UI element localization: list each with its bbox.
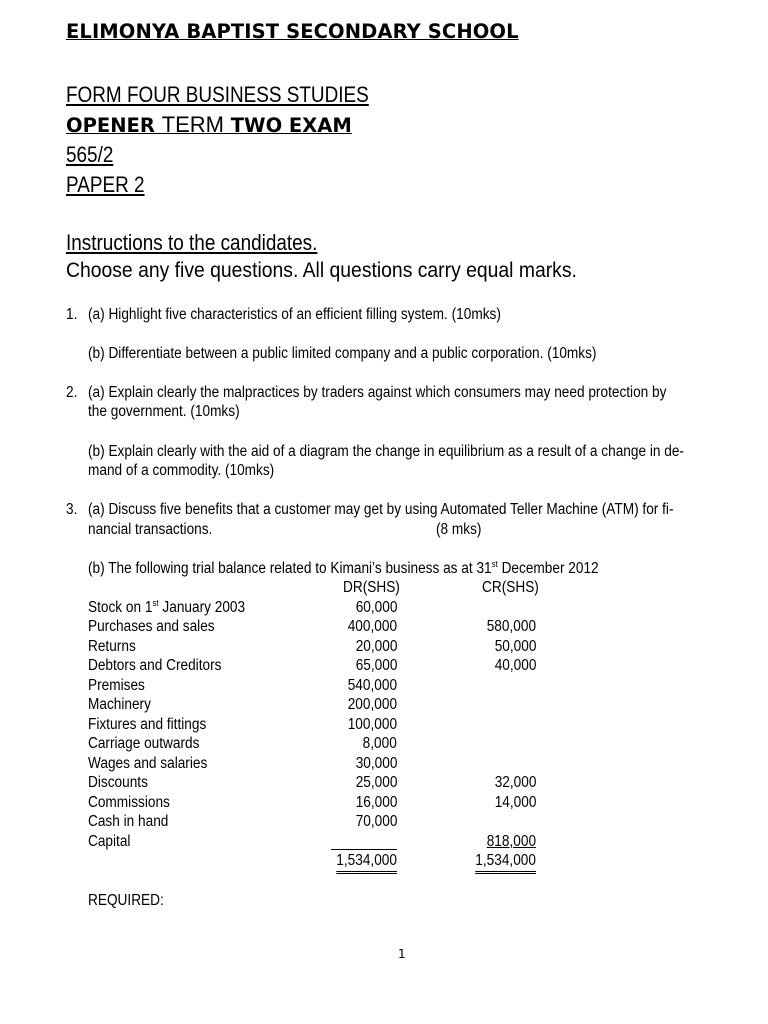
dr-value: 30,000 xyxy=(355,755,397,772)
table-row xyxy=(0,715,768,735)
table-row xyxy=(0,617,768,637)
row-label: Purchases and sales xyxy=(88,618,215,635)
table-row xyxy=(0,637,768,657)
instructions-text: Choose any five questions. All questions carry equal marks. xyxy=(66,258,577,282)
paper-number: PAPER 2 xyxy=(66,172,145,197)
exam-title-post: TWO EXAM xyxy=(223,114,352,137)
question-3b-intro xyxy=(88,559,599,579)
row-label: Wages and salaries xyxy=(88,755,208,772)
table-row xyxy=(0,773,768,793)
row-label: Carriage outwards xyxy=(88,735,200,752)
dr-value: 70,000 xyxy=(355,813,397,830)
question-2a-line2: the government. (10mks) xyxy=(88,403,240,420)
row-label: Cash in hand xyxy=(88,813,169,830)
school-name: ELIMONYA BAPTIST SECONDARY SCHOOL xyxy=(66,20,519,43)
column-header-cr: CR(SHS) xyxy=(482,579,539,596)
cr-value: 818,000 xyxy=(486,833,536,850)
question-number: 2. xyxy=(66,384,78,401)
dr-value: 540,000 xyxy=(347,677,397,694)
instructions-title: Instructions to the candidates. xyxy=(66,230,318,255)
exam-title-pre: OPENER xyxy=(66,114,162,137)
intro-text-end: December 2012 xyxy=(497,560,599,577)
form-subject-title: FORM FOUR BUSINESS STUDIES xyxy=(66,82,369,107)
table-row xyxy=(0,754,768,774)
dr-value: 8,000 xyxy=(362,735,397,752)
dr-value: 65,000 xyxy=(355,657,397,674)
row-label: Returns xyxy=(88,638,136,655)
row-label-text-end: January 2003 xyxy=(158,599,246,616)
dr-value: 400,000 xyxy=(347,618,397,635)
row-label: Machinery xyxy=(88,696,151,713)
question-number: 3. xyxy=(66,501,78,518)
total-cr: 1,534,000 xyxy=(475,851,536,874)
exam-title xyxy=(66,112,352,138)
row-label-superscript: st xyxy=(152,598,159,608)
column-header-dr: DR(SHS) xyxy=(343,579,400,596)
table-row xyxy=(0,734,768,754)
required-label: REQUIRED: xyxy=(88,892,164,909)
table-row xyxy=(0,812,768,832)
paper-code: 565/2 xyxy=(66,142,114,167)
cr-value: 14,000 xyxy=(494,794,536,811)
cr-value: 40,000 xyxy=(494,657,536,674)
question-1b: (b) Differentiate between a public limited company and a public corporation. (10mks) xyxy=(88,345,597,362)
trial-balance-header xyxy=(0,578,768,598)
row-label: Discounts xyxy=(88,774,148,791)
question-3a-marks: (8 mks) xyxy=(436,521,482,538)
page-number: 1 xyxy=(398,947,406,961)
question-1a: (a) Highlight five characteristics of an efficient filling system. (10mks) xyxy=(88,306,501,323)
question-number: 1. xyxy=(66,306,78,323)
row-label: Debtors and Creditors xyxy=(88,657,222,674)
dr-value: 25,000 xyxy=(355,774,397,791)
intro-superscript: st xyxy=(491,559,498,569)
row-label-text: Stock on 1 xyxy=(88,599,153,616)
row-label: Premises xyxy=(88,677,145,694)
intro-text: (b) The following trial balance related to Kimani’s business as at 31 xyxy=(88,560,492,577)
totals-row xyxy=(0,851,768,871)
dr-value: 100,000 xyxy=(347,716,397,733)
dr-value: 16,000 xyxy=(355,794,397,811)
cr-value: 50,000 xyxy=(494,638,536,655)
dr-value: 20,000 xyxy=(355,638,397,655)
row-label: Commissions xyxy=(88,794,170,811)
table-row xyxy=(0,676,768,696)
table-row xyxy=(0,695,768,715)
table-row xyxy=(0,656,768,676)
question-2a-line1: (a) Explain clearly the malpractices by traders against which consumers may need protection by xyxy=(88,384,667,401)
cr-value: 580,000 xyxy=(486,618,536,635)
question-3a-line2: nancial transactions. xyxy=(88,521,213,538)
total-dr: 1,534,000 xyxy=(336,851,397,874)
row-label: Fixtures and fittings xyxy=(88,716,207,733)
exam-title-term: TERM xyxy=(161,112,224,137)
subtotal-rule xyxy=(331,849,397,850)
cr-value: 32,000 xyxy=(494,774,536,791)
table-row xyxy=(0,793,768,813)
question-3a-line1: (a) Discuss five benefits that a customer may get by using Automated Teller Machine (ATM) for fi- xyxy=(88,501,674,518)
dr-value: 60,000 xyxy=(355,599,397,616)
row-label xyxy=(88,598,245,618)
table-row xyxy=(0,598,768,618)
row-label: Capital xyxy=(88,833,131,850)
dr-value: 200,000 xyxy=(347,696,397,713)
question-2b-line1: (b) Explain clearly with the aid of a diagram the change in equilibrium as a result of a change in de- xyxy=(88,443,684,460)
question-2b-line2: mand of a commodity. (10mks) xyxy=(88,462,275,479)
